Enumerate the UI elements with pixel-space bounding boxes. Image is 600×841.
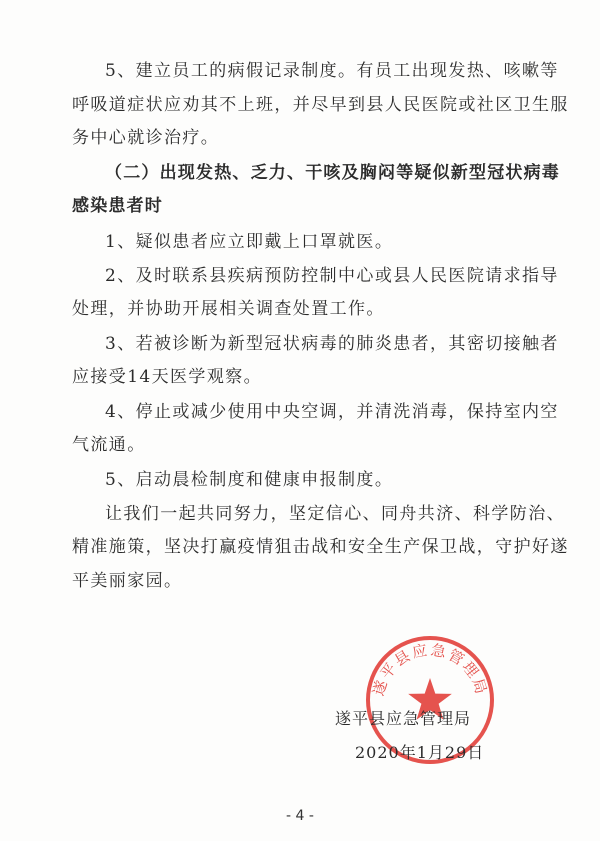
paragraph-line: 3、若被诊断为新型冠状病毒的肺炎患者，其密切接触者: [105, 334, 559, 354]
paragraph-line: 让我们一起共同努力，坚定信心、同舟共济、科学防治、: [105, 504, 565, 524]
section-heading-line: （二）出现发热、乏力、干咳及胸闷等疑似新型冠状病毒: [105, 163, 560, 183]
paragraph-line: 气流通。: [72, 435, 146, 455]
signature-organization: 遂平县应急管理局: [335, 709, 472, 728]
paragraph-line: 平美丽家园。: [72, 571, 183, 591]
paragraph-line: 务中心就诊治疗。: [72, 128, 220, 148]
signature-date: 2020年1月29日: [355, 743, 485, 762]
section-heading-line: 感染患者时: [72, 196, 163, 216]
paragraph-line: 4、停止或减少使用中央空调，并清洗消毒，保持室内空: [105, 402, 559, 422]
svg-text:遂平县应急管理局: 遂平县应急管理局: [369, 640, 491, 698]
paragraph-line: 1、疑似患者应立即戴上口罩就医。: [105, 232, 394, 252]
paragraph-line: 应接受14天医学观察。: [72, 367, 263, 387]
page-number: - 4 -: [286, 808, 314, 824]
paragraph-line: 呼吸道症状应劝其不上班，并尽早到县人民医院或社区卫生服: [72, 95, 569, 115]
paragraph-line: 2、及时联系县疾病预防控制中心或县人民医院请求指导: [105, 266, 559, 286]
paragraph-line: 精准施策，坚决打赢疫情狙击战和安全生产保卫战，守护好遂: [72, 537, 569, 557]
paragraph-line: 5、建立员工的病假记录制度。有员工出现发热、咳嗽等: [105, 61, 559, 81]
paragraph-line: 处理，并协助开展相关调查处置工作。: [72, 299, 385, 319]
paragraph-line: 5、启动晨检制度和健康申报制度。: [105, 470, 394, 490]
